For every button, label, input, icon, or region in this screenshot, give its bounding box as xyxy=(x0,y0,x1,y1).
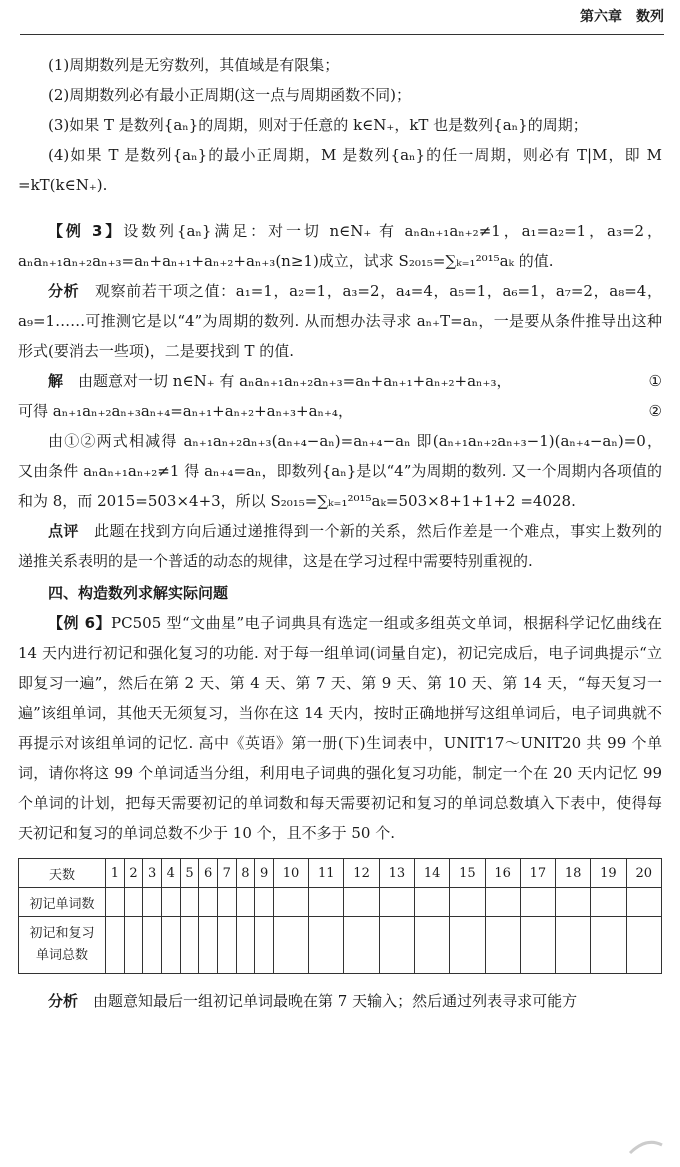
comment-label: 点评 xyxy=(48,522,79,540)
page-content xyxy=(18,50,662,1016)
day-14: 14 xyxy=(414,859,449,888)
day-5: 5 xyxy=(180,859,199,888)
property-1: (1)周期数列是无穷数列，其值域是有限集； xyxy=(48,56,340,74)
day-6: 6 xyxy=(199,859,218,888)
analysis-1 xyxy=(18,276,662,366)
row-label-new-words: 初记单词数 xyxy=(19,888,106,917)
day-13: 13 xyxy=(379,859,414,888)
table-row-new-words xyxy=(19,888,662,917)
day-12: 12 xyxy=(344,859,379,888)
example-6-label: 【例 6】 xyxy=(48,614,112,632)
day-7: 7 xyxy=(217,859,236,888)
chapter-title: 第六章 数列 xyxy=(580,9,664,25)
day-20: 20 xyxy=(626,859,661,888)
day-16: 16 xyxy=(485,859,520,888)
day-4: 4 xyxy=(161,859,180,888)
property-3: (3)如果 T 是数列{aₙ}的周期，则对于任意的 k∈N₊，kT 也是数列{aₙ}的周期； xyxy=(48,116,588,134)
day-18: 18 xyxy=(556,859,591,888)
day-10: 10 xyxy=(273,859,308,888)
section-title: 四、构造数列求解实际问题 xyxy=(48,584,229,602)
day-8: 8 xyxy=(236,859,255,888)
analysis-1-text: 观察前若干项之值：a₁=1，a₂=1，a₃=2，a₄=4，a₅=1，a₆=1，a₇=2，a₈=4，a₉=1……可推测它是以“4”为周期的数列. 从而想办法寻求 aₙ₊T=aₙ，一是要从条件推导出这种形式(要消去一些项)，二是要找到 T 的值. xyxy=(18,282,662,360)
day-2: 2 xyxy=(124,859,143,888)
row-label-total-line1: 初记和复习 xyxy=(29,926,95,941)
equation-mark-1: ① xyxy=(648,372,662,390)
table-row-total-words xyxy=(19,917,662,974)
day-1: 1 xyxy=(106,859,125,888)
solution-eq2: 可得 aₙ₊₁aₙ₊₂aₙ₊₃aₙ₊₄=aₙ₊₁+aₙ₊₂+aₙ₊₃+aₙ₊₄， xyxy=(18,402,353,420)
page-curl-icon xyxy=(626,1135,666,1157)
example-6 xyxy=(18,608,662,848)
day-17: 17 xyxy=(520,859,555,888)
solution-eq1: 由题意对一切 n∈N₊ 有 aₙaₙ₊₁aₙ₊₂aₙ₊₃=aₙ+aₙ₊₁+aₙ₊₂+aₙ₊₃， xyxy=(78,372,512,390)
property-2: (2)周期数列必有最小正周期(这一点与周期函数不同)； xyxy=(48,86,411,104)
solution-body: 由①②两式相减得 aₙ₊₁aₙ₊₂aₙ₊₃(aₙ₊₄−aₙ)=aₙ₊₄−aₙ 即(aₙ₊₁aₙ₊₂aₙ₊₃−1)(aₙ₊₄−aₙ)=0，又由条件 aₙaₙ₊₁aₙ₊₂≠1 得 aₙ₊₄=aₙ，即数列{aₙ}是以“4”为周期的数列. 又一个周期内各项值的和为 8，而 2015=503×4+3，所以 S₂₀₁₅=∑ₖ₌₁²⁰¹⁵aₖ=503×8+1+1+2 =4028. xyxy=(18,432,662,510)
page-header xyxy=(20,0,664,35)
analysis-2-label: 分析 xyxy=(48,992,79,1010)
table-header-row xyxy=(19,859,662,888)
property-4: (4)如果 T 是数列{aₙ}的最小正周期，M 是数列{aₙ}的任一周期，则必有 T|M，即 M =kT(k∈N₊). xyxy=(18,146,662,194)
solution-equation-1 xyxy=(18,366,662,396)
example-3 xyxy=(18,216,662,276)
day-11: 11 xyxy=(309,859,344,888)
analysis-2-text: 由题意知最后一组初记单词最晚在第 7 天输入；然后通过列表寻求可能方 xyxy=(93,992,578,1010)
day-9: 9 xyxy=(255,859,274,888)
row-label-total-line2: 单词总数 xyxy=(35,948,88,963)
solution-label: 解 xyxy=(48,372,64,390)
day-19: 19 xyxy=(591,859,626,888)
row-label-total-words xyxy=(19,917,106,974)
analysis-1-label: 分析 xyxy=(48,282,80,300)
day-15: 15 xyxy=(450,859,485,888)
example-6-text: PC505 型“文曲星”电子词典具有选定一组或多组英文单词，根据科学记忆曲线在 14 天内进行初记和强化复习的功能. 对于每一组单词(词量自定)，初记完成后，电子词典提示“立即复习一遍”，然后在第 2 天、第 4 天、第 7 天、第 9 天、第 10 天、第 14 天，“每天复习一遍”该组单词，其他天无须复习，当你在这 14 天内，按时正确地拼写这组单词后，电子词典就不再提示对该组单词的记忆. 高中《英语》第一册(下)生词表中，UNIT17～UNIT20 共 99 个单词，请你将这 99 个单词适当分组，利用电子词典的强化复习功能，制定一个在 20 天内记忆 99 个单词的计划，把每天需要初记的单词数和每天需要初记和复习的单词总数填入下表中，使得每天初记和复习的单词总数不少于 10 个，且不多于 50 个. xyxy=(18,614,662,842)
comment-text: 此题在找到方向后通过递推得到一个新的关系，然后作差是一个难点，事实上数列的递推关系表明的是一个普适的动态的规律，这是在学习过程中需要特别重视的. xyxy=(18,522,662,570)
memory-plan-table xyxy=(18,858,662,974)
equation-mark-2: ② xyxy=(648,402,662,420)
comment xyxy=(18,516,662,576)
day-3: 3 xyxy=(143,859,162,888)
example-3-text: 设数列{aₙ}满足：对一切 n∈N₊ 有 aₙaₙ₊₁aₙ₊₂≠1，a₁=a₂=1，a₃=2，aₙaₙ₊₁aₙ₊₂aₙ₊₃=aₙ+aₙ₊₁+aₙ₊₂+aₙ₊₃(n≥1)成立，试求 S₂₀₁₅=∑ₖ₌₁²⁰¹⁵aₖ 的值. xyxy=(18,222,662,270)
table-header-label: 天数 xyxy=(19,859,106,888)
analysis-2 xyxy=(18,986,662,1016)
solution-equation-2 xyxy=(18,396,662,426)
example-3-label: 【例 3】 xyxy=(48,222,124,240)
